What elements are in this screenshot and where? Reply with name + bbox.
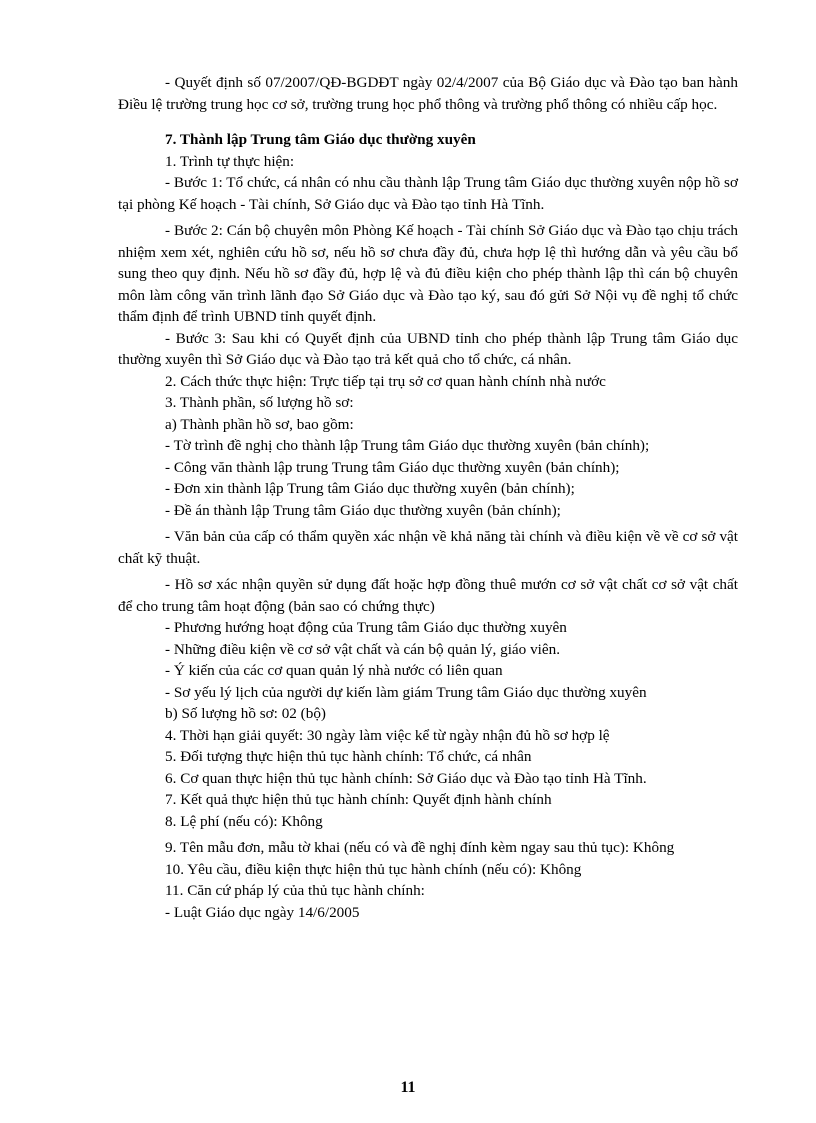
document-count: b) Số lượng hồ sơ: 02 (bộ) <box>165 705 326 722</box>
subjects-line: 5. Đối tượng thực hiện thủ tục hành chính: Tổ chức, cá nhân <box>165 748 532 765</box>
intro-paragraph: - Quyết định số 07/2007/QĐ-BGDĐT ngày 02/4/2007 của Bộ Giáo dục và Đào tạo ban hành Điều lệ trường trung học cơ sở, trường trung học phổ thông và trường phổ thông có nhiều cấp học. <box>118 74 738 113</box>
document-item-3: - Đơn xin thành lập Trung tâm Giáo dục thường xuyên (bản chính); <box>165 480 575 497</box>
section-heading: 7. Thành lập Trung tâm Giáo dục thường xuyên <box>165 131 476 148</box>
document-item-7: - Phương hướng hoạt động của Trung tâm Giáo dục thường xuyên <box>165 619 567 636</box>
procedure-title: 1. Trình tự thực hiện: <box>165 152 295 170</box>
law-item-1: - Luật Giáo dục ngày 14/6/2005 <box>165 903 360 921</box>
result-line: 7. Kết quả thực hiện thủ tục hành chính: Quyết định hành chính <box>165 791 552 808</box>
forms-line: 9. Tên mẫu đơn, mẫu tờ khai (nếu có và đề nghị đính kèm ngay sau thủ tục): Không <box>165 839 675 856</box>
document-item-6: - Hồ sơ xác nhận quyền sử dụng đất hoặc hợp đồng thuê mướn cơ sở vật chất cơ sở vật chất để cho trung tâm hoạt động (bản sao có chứng thực) <box>118 576 738 615</box>
fee-line: 8. Lệ phí (nếu có): Không <box>165 812 323 830</box>
document-item-8: - Những điều kiện về cơ sở vật chất và cán bộ quản lý, giáo viên. <box>165 640 561 658</box>
document-item-5: - Văn bản của cấp có thẩm quyền xác nhận về khả năng tài chính và điều kiện về về cơ sở vật chất kỹ thuật. <box>118 528 738 567</box>
agency-line: 6. Cơ quan thực hiện thủ tục hành chính: Sở Giáo dục và Đào tạo tỉnh Hà Tĩnh. <box>165 769 647 787</box>
document-item-4: - Đề án thành lập Trung tâm Giáo dục thường xuyên (bản chính); <box>165 501 561 519</box>
components-a: a) Thành phần hồ sơ, bao gồm: <box>165 415 354 433</box>
method-line: 2. Cách thức thực hiện: Trực tiếp tại trụ sở cơ quan hành chính nhà nước <box>165 372 606 390</box>
document-item-9: - Ý kiến của các cơ quan quản lý nhà nước có liên quan <box>165 662 503 679</box>
document-item-2: - Công văn thành lập trung Trung tâm Giáo dục thường xuyên (bản chính); <box>165 458 620 476</box>
step-1: - Bước 1: Tổ chức, cá nhân có nhu cầu thành lập Trung tâm Giáo dục thường xuyên nộp hồ sơ tại phòng Kế hoạch - Tài chính, Sở Giáo dục và Đào tạo tỉnh Hà Tĩnh. <box>118 174 738 213</box>
deadline-line: 4. Thời hạn giải quyết: 30 ngày làm việc kể từ ngày nhận đủ hồ sơ hợp lệ <box>165 726 610 744</box>
step-3: - Bước 3: Sau khi có Quyết định của UBND tỉnh cho phép thành lập Trung tâm Giáo dục thường xuyên thì Sở Giáo dục và Đào tạo trả kết quả cho tổ chức, cá nhân. <box>118 329 738 368</box>
components-title: 3. Thành phần, số lượng hồ sơ: <box>165 394 354 411</box>
legal-basis-title: 11. Căn cứ pháp lý của thủ tục hành chính: <box>165 882 425 899</box>
document-item-10: - Sơ yếu lý lịch của người dự kiến làm giám Trung tâm Giáo dục thường xuyên <box>165 683 647 701</box>
requirements-line: 10. Yêu cầu, điều kiện thực hiện thủ tục hành chính (nếu có): Không <box>165 860 582 878</box>
document-item-1: - Tờ trình đề nghị cho thành lập Trung tâm Giáo dục thường xuyên (bản chính); <box>165 437 650 454</box>
page-number: 11 <box>400 1079 416 1096</box>
step-2: - Bước 2: Cán bộ chuyên môn Phòng Kế hoạch - Tài chính Sở Giáo dục và Đào tạo chịu trách nhiệm xem xét, nghiên cứu hồ sơ, nếu hồ sơ chưa đầy đủ, chưa hợp lệ thì hướng dẫn và yêu cầu bổ sung theo quy định. Nếu hồ sơ đầy đủ, hợp lệ và đủ điều kiện cho phép thành lập thì cán bộ chuyên môn làm công văn trình lãnh đạo Sở Giáo dục và Đào tạo ký, sau đó gửi Sở Nội vụ đề nghị tổ chức thẩm định để trình UBND tỉnh quyết định. <box>118 222 738 325</box>
document-page <box>118 72 738 923</box>
